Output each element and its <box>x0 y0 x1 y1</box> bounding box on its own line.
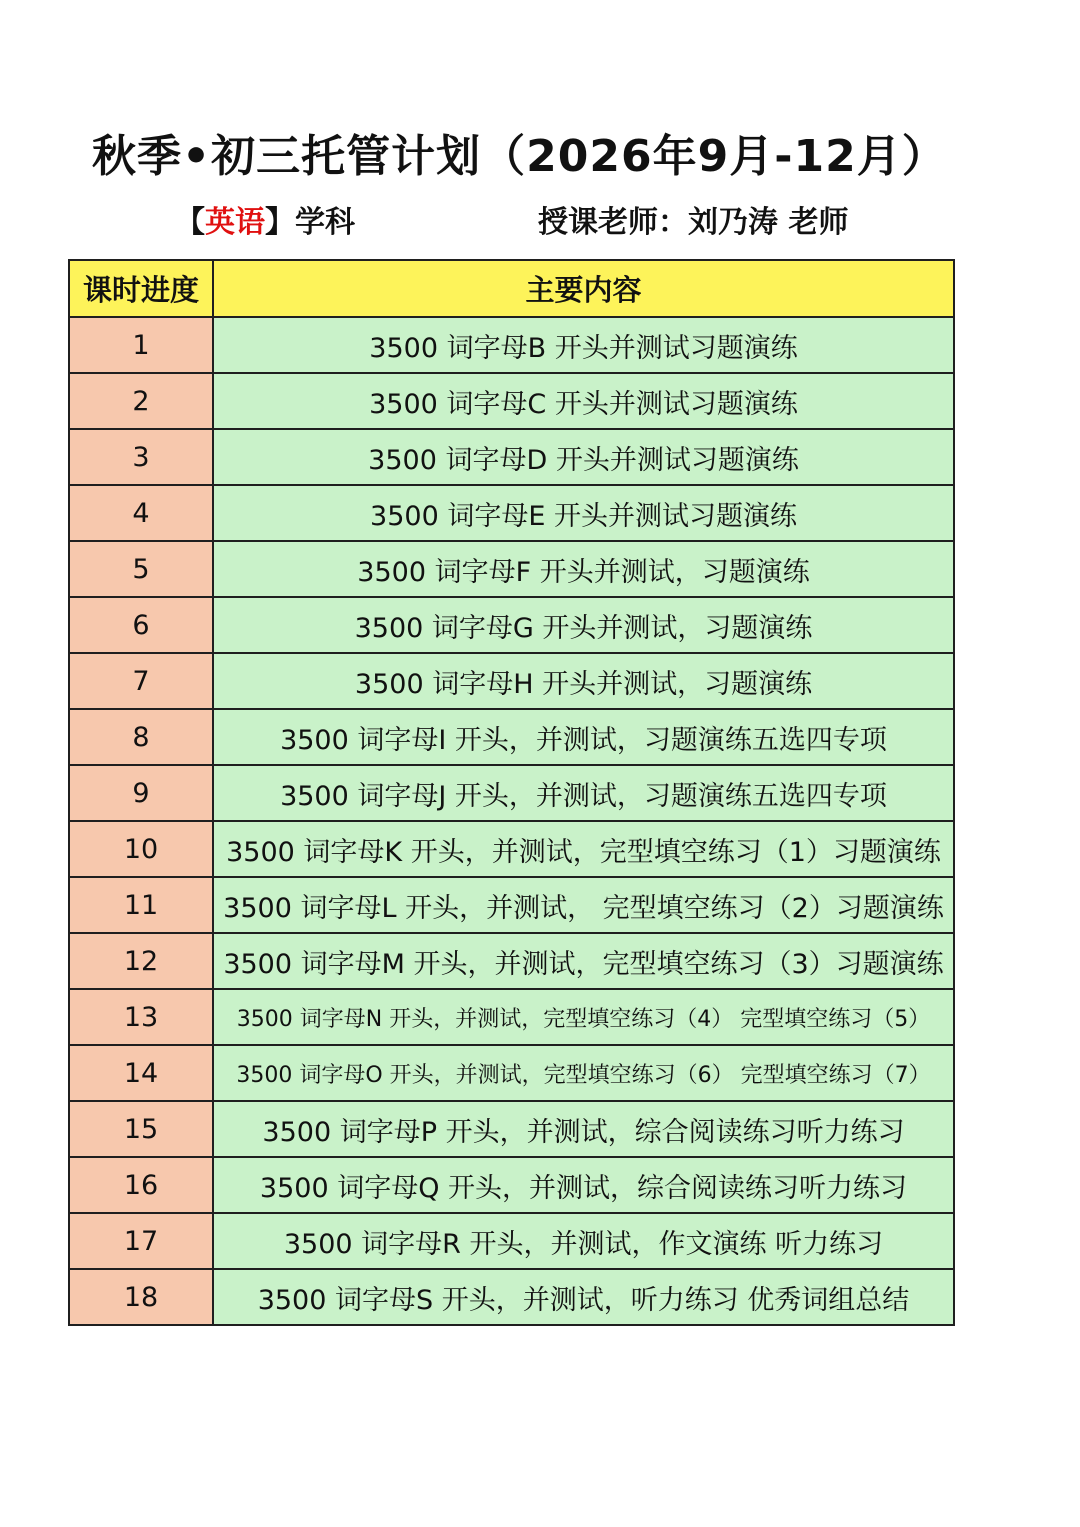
table-row <box>69 933 954 989</box>
lesson-number: 13 <box>69 989 213 1045</box>
lesson-number: 8 <box>69 709 213 765</box>
lesson-content: 3500 词字母C 开头并测试习题演练 <box>213 373 954 429</box>
table-row <box>69 1045 954 1101</box>
column-header-lesson: 课时进度 <box>69 260 213 317</box>
lesson-content: 3500 词字母B 开头并测试习题演练 <box>213 317 954 373</box>
lesson-content: 3500 词字母J 开头，并测试，习题演练五选四专项 <box>213 765 954 821</box>
subject-name: 英语 <box>205 205 265 240</box>
table-row <box>69 989 954 1045</box>
lesson-number: 7 <box>69 653 213 709</box>
lesson-content: 3500 词字母E 开头并测试习题演练 <box>213 485 954 541</box>
lesson-content: 3500 词字母D 开头并测试习题演练 <box>213 429 954 485</box>
table-row <box>69 429 954 485</box>
lesson-content: 3500 词字母F 开头并测试，习题演练 <box>213 541 954 597</box>
subject-label <box>175 200 355 246</box>
lesson-number: 6 <box>69 597 213 653</box>
teacher-label: 授课老师：刘乃涛 老师 <box>538 205 849 240</box>
table-row <box>69 1157 954 1213</box>
lesson-number: 1 <box>69 317 213 373</box>
column-header-content: 主要内容 <box>213 260 954 317</box>
lesson-number: 12 <box>69 933 213 989</box>
table-row <box>69 765 954 821</box>
lesson-number: 15 <box>69 1101 213 1157</box>
lesson-number: 5 <box>69 541 213 597</box>
lesson-number: 2 <box>69 373 213 429</box>
schedule-table <box>68 259 955 1326</box>
lesson-content: 3500 词字母L 开头，并测试， 完型填空练习（2）习题演练 <box>213 877 954 933</box>
lesson-content: 3500 词字母M 开头，并测试，完型填空练习（3）习题演练 <box>213 933 954 989</box>
lesson-content: 3500 词字母G 开头并测试，习题演练 <box>213 597 954 653</box>
table-row <box>69 1213 954 1269</box>
lesson-content: 3500 词字母H 开头并测试，习题演练 <box>213 653 954 709</box>
subject-bracket-close: 】学科 <box>265 205 355 240</box>
subject-bracket-open: 【 <box>175 205 205 240</box>
table-row <box>69 877 954 933</box>
lesson-content: 3500 词字母Q 开头，并测试，综合阅读练习听力练习 <box>213 1157 954 1213</box>
lesson-number: 17 <box>69 1213 213 1269</box>
lesson-content: 3500 词字母P 开头，并测试，综合阅读练习听力练习 <box>213 1101 954 1157</box>
lesson-number: 9 <box>69 765 213 821</box>
lesson-content: 3500 词字母I 开头，并测试，习题演练五选四专项 <box>213 709 954 765</box>
table-row <box>69 597 954 653</box>
table-row <box>69 541 954 597</box>
table-row <box>69 1101 954 1157</box>
lesson-number: 14 <box>69 1045 213 1101</box>
table-row <box>69 317 954 373</box>
lesson-number: 11 <box>69 877 213 933</box>
lesson-content: 3500 词字母O 开头，并测试，完型填空练习（6） 完型填空练习（7） <box>213 1045 954 1101</box>
lesson-content: 3500 词字母S 开头，并测试，听力练习 优秀词组总结 <box>213 1269 954 1325</box>
lesson-number: 4 <box>69 485 213 541</box>
lesson-number: 10 <box>69 821 213 877</box>
table-row <box>69 821 954 877</box>
lesson-content: 3500 词字母R 开头，并测试，作文演练 听力练习 <box>213 1213 954 1269</box>
page-title: 秋季•初三托管计划（2026年9月-12月） <box>92 131 947 182</box>
table-row <box>69 485 954 541</box>
lesson-content: 3500 词字母K 开头，并测试，完型填空练习（1）习题演练 <box>213 821 954 877</box>
table-row <box>69 1269 954 1325</box>
table-header-row <box>69 260 954 317</box>
table-row <box>69 709 954 765</box>
lesson-content: 3500 词字母N 开头，并测试，完型填空练习（4） 完型填空练习（5） <box>213 989 954 1045</box>
table-row <box>69 653 954 709</box>
lesson-number: 16 <box>69 1157 213 1213</box>
lesson-number: 18 <box>69 1269 213 1325</box>
table-row <box>69 373 954 429</box>
lesson-number: 3 <box>69 429 213 485</box>
